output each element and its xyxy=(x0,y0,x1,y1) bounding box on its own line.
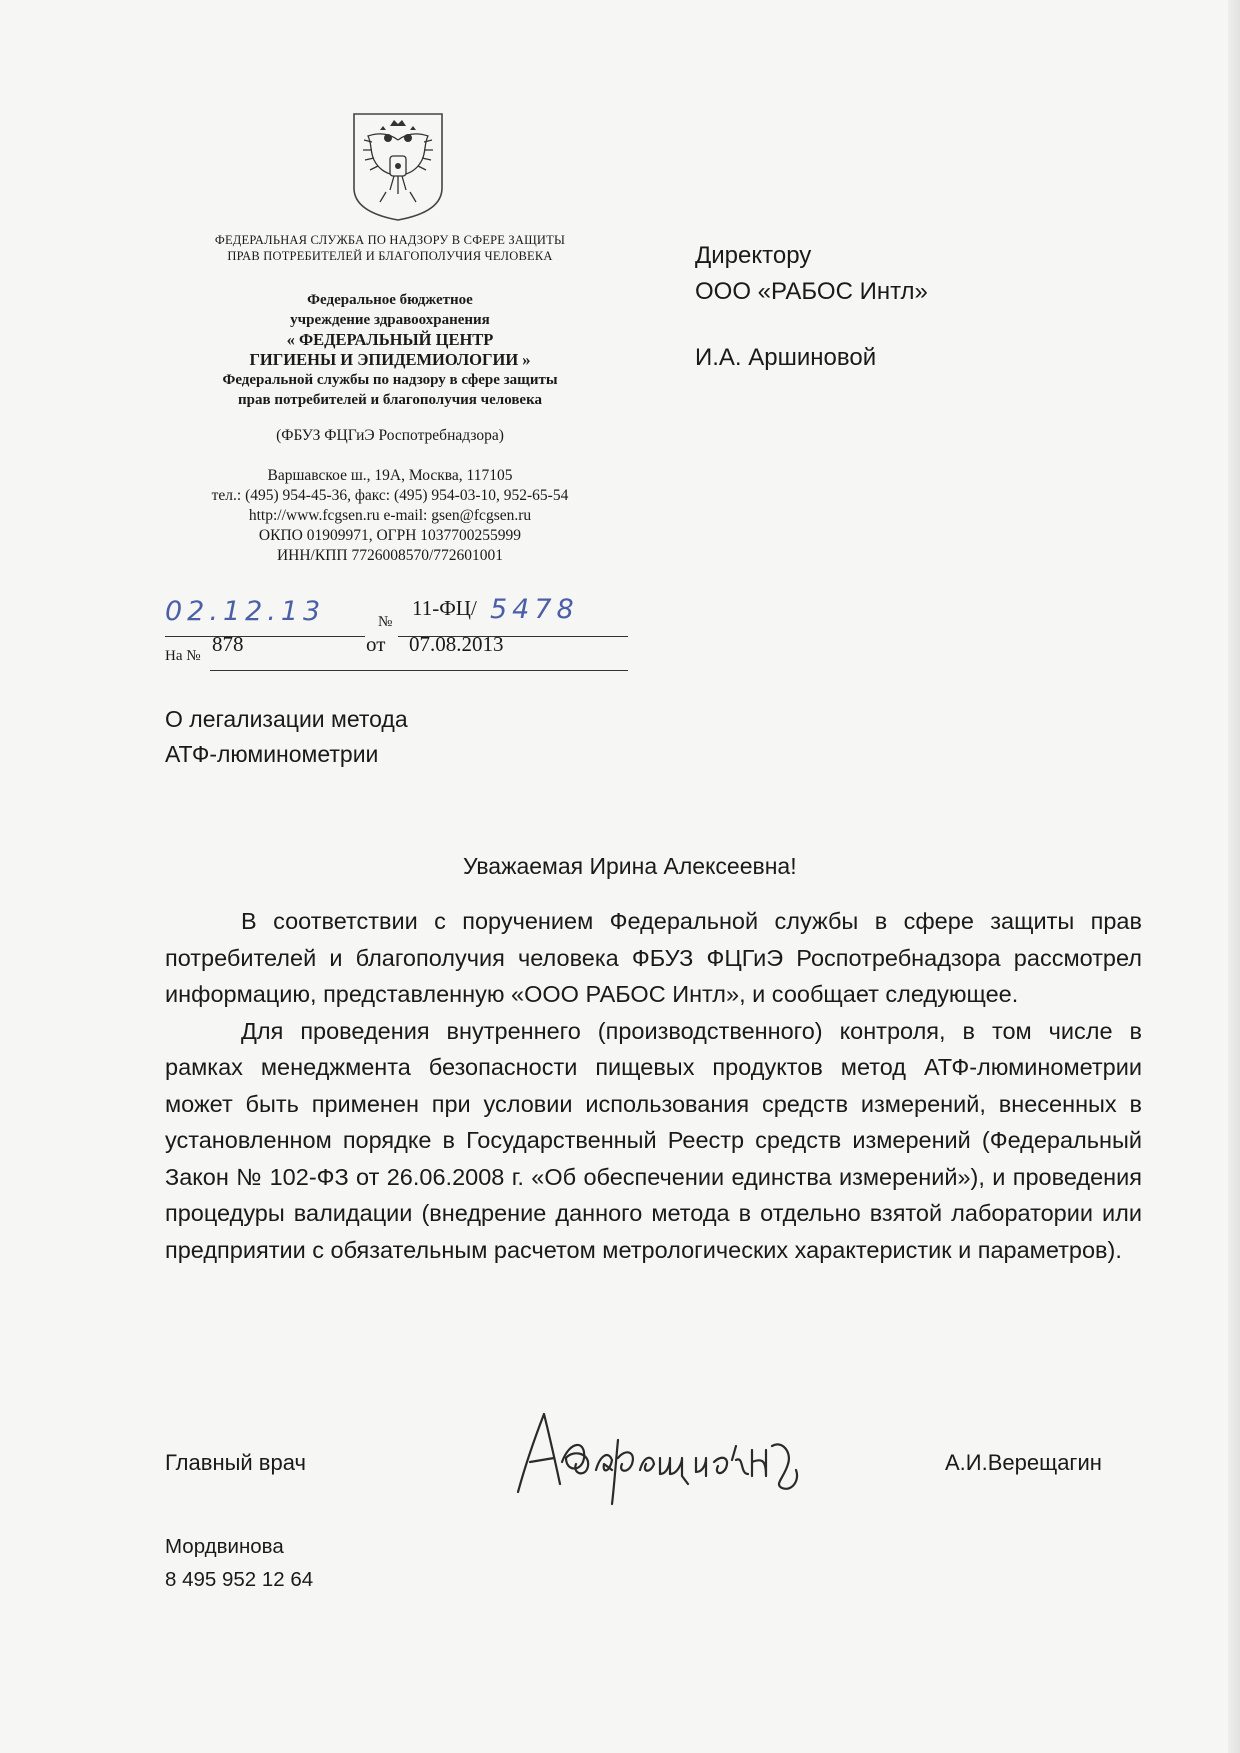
executor-phone: 8 495 952 12 64 xyxy=(165,1568,314,1591)
coat-of-arms-emblem xyxy=(350,110,446,222)
subject-block xyxy=(165,702,408,772)
addressee-position: Директору xyxy=(695,242,812,269)
letter-body xyxy=(165,903,1142,1268)
handwritten-signature xyxy=(500,1400,820,1510)
reference-date: 07.08.2013 xyxy=(409,632,504,656)
institution-line-2: учреждение здравоохранения xyxy=(290,312,490,328)
institution-line-3: « ФЕДЕРАЛЬНЫЙ ЦЕНТР xyxy=(286,330,494,349)
reference-number: 878 xyxy=(212,632,244,656)
agency-line-2: ПРАВ ПОТРЕБИТЕЛЕЙ И БЛАГОПОЛУЧИЯ ЧЕЛОВЕКА xyxy=(227,249,553,263)
reference-underline xyxy=(210,670,628,671)
paper-edge xyxy=(1228,0,1240,1753)
executor-name: Мордвинова xyxy=(165,1535,284,1558)
institution-line-1: Федеральное бюджетное xyxy=(307,292,473,308)
institution-line-6: прав потребителей и благополучия человека xyxy=(238,392,542,408)
institution-line-4: ГИГИЕНЫ И ЭПИДЕМИОЛОГИИ » xyxy=(249,350,531,369)
institution-line-5: Федеральной службы по надзору в сфере защиты xyxy=(222,372,558,388)
date-underline xyxy=(165,636,365,637)
body-paragraph-2: Для проведения внутреннего (производственного) контроля, в том числе в рамках менеджмента безопасности пищевых продуктов метод АТФ-люминометрии может быть применен при условии использования средств измерений, внесенных в установленном порядке в Государственный Реестр средств измерений (Федеральный Закон № 102-ФЗ от 26.06.2008 г. «Об обеспечении единства измерений»), и проведения процедуры валидации (внедрение данного метода в отдельно взятой лаборатории или предприятии с обязательным расчетом метрологических характеристик и параметров). xyxy=(165,1017,1142,1263)
web-email: http://www.fcgsen.ru e-mail: gsen@fcgsen.ru xyxy=(248,507,532,524)
executor-block xyxy=(165,1530,313,1596)
reference-label: На № xyxy=(165,648,201,664)
address: Варшавское ш., 19А, Москва, 117105 xyxy=(267,467,513,484)
subject-line-2: АТФ-люминометрии xyxy=(165,741,379,767)
subject-line-1: О легализации метода xyxy=(165,706,408,732)
reference-from-label: от xyxy=(366,632,386,656)
letterhead xyxy=(150,232,630,566)
addressee-name: И.А. Аршиновой xyxy=(695,344,877,371)
addressee-company: ООО «РАБОС Интл» xyxy=(695,278,928,305)
signer-title: Главный врач xyxy=(165,1450,306,1475)
inn-kpp: ИНН/КПП 7726008570/772601001 xyxy=(276,547,504,564)
agency-line-1: ФЕДЕРАЛЬНАЯ СЛУЖБА ПО НАДЗОРУ В СФЕРЕ ЗАЩИТЫ xyxy=(214,233,566,247)
number-prefix: 11-ФЦ/ xyxy=(412,596,477,620)
salutation: Уважаемая Ирина Алексеевна! xyxy=(463,853,797,879)
contacts-block xyxy=(150,466,630,566)
phones: тел.: (495) 954-45-36, факс: (495) 954-03-10, 952-65-54 xyxy=(211,487,569,504)
outgoing-date-handwritten: 02.12.13 xyxy=(165,596,326,627)
institution-name xyxy=(150,290,630,410)
outgoing-number-handwritten: 5478 xyxy=(490,594,579,625)
body-paragraph-1: В соответствии с поручением Федеральной службы в сфере защиты прав потребителей и благополучия человека ФБУЗ ФЦГиЭ Роспотребнадзора рассмотрел информацию, представленную «ООО РАБОС Интл», и сообщает следующее. xyxy=(165,908,1142,1007)
number-label: № xyxy=(378,614,393,630)
okpo-ogrn: ОКПО 01909971, ОГРН 1037700255999 xyxy=(258,527,522,544)
addressee-block xyxy=(695,238,928,376)
signer-name: А.И.Верещагин xyxy=(945,1450,1102,1475)
institution-abbreviation: (ФБУЗ ФЦГиЭ Роспотребнадзора) xyxy=(276,427,504,444)
